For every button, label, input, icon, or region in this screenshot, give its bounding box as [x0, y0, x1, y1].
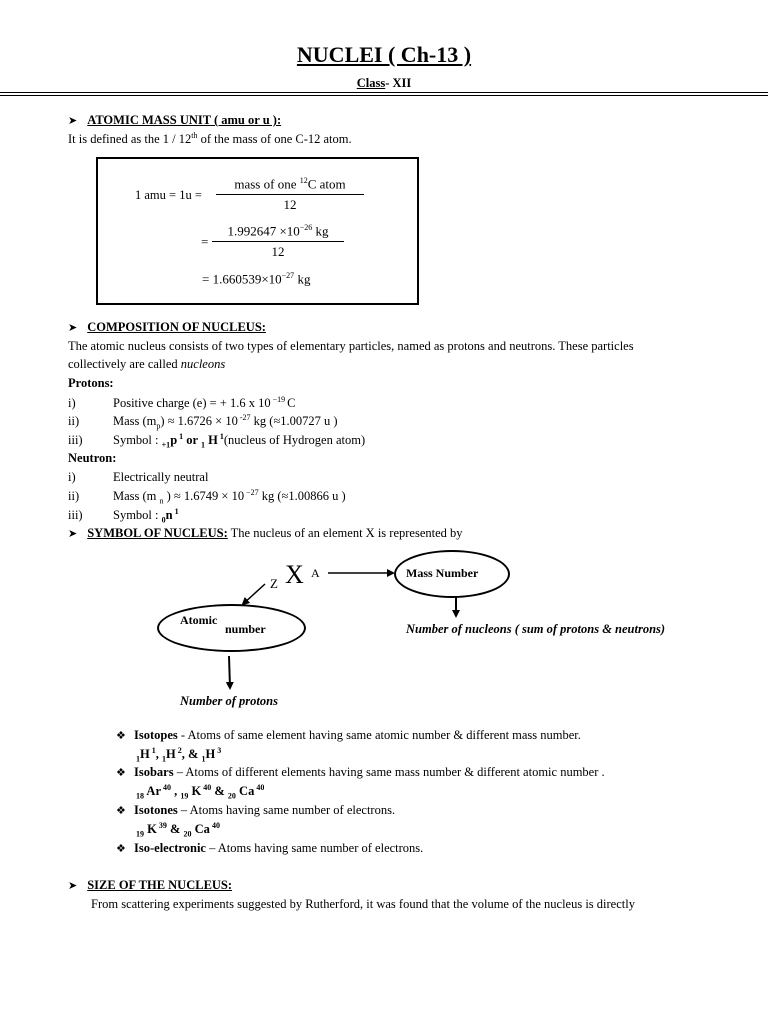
protons-label: Protons:: [68, 376, 114, 390]
arrow-bullet-icon: ➤: [68, 322, 78, 334]
arrow-bullet-icon: ➤: [68, 115, 78, 127]
iso-sup-2: 2: [175, 746, 182, 755]
arrow-bullet-icon: ➤: [68, 528, 78, 540]
p1-sup: −19: [270, 395, 288, 404]
p3-sup2: 1: [217, 432, 224, 441]
symbol-text: The nucleus of an element X is represented by: [227, 526, 463, 540]
iso-el-2: H: [165, 747, 176, 762]
isotopes-desc: - Atoms of same element having same atomic number & different mass number.: [177, 728, 581, 742]
isoelectronic-item: [116, 841, 423, 856]
p3-or: or: [183, 433, 201, 448]
diamond-bullet-icon: ❖: [116, 767, 126, 779]
n2-text-end: kg (≈1.00866 u ): [258, 489, 346, 504]
isobars-example: [136, 783, 264, 801]
n3-n: n: [165, 508, 173, 523]
iso-el-1: H: [140, 747, 150, 762]
formula-lhs-text: 1 amu = 1u =: [135, 188, 202, 202]
p3-text-end: (nucleus of Hydrogen atom): [223, 433, 366, 448]
n2-text: Mass (m: [113, 489, 160, 504]
item-number: iii): [68, 508, 83, 523]
f1-num-text-end: C atom: [307, 176, 346, 192]
f3-text-end: kg: [294, 271, 311, 287]
isobar-sup-1: 40: [161, 783, 172, 792]
p3-sub1: +1: [161, 440, 171, 450]
arrow-to-atomic-number: [243, 584, 265, 604]
class-suffix: - XII: [385, 76, 412, 90]
isotopes-item: [116, 728, 581, 743]
p1-text: Positive charge (e) = + 1.6 x 10: [113, 396, 271, 411]
isobar-el-1: Ar: [144, 784, 162, 799]
isobars-term: Isobars: [134, 765, 174, 779]
isotones-term: Isotones: [134, 803, 178, 817]
isotopes-example: [136, 746, 221, 764]
page-title: NUCLEI ( Ch-13 ): [296, 42, 472, 67]
isotones-item: [116, 803, 395, 818]
item-number: i): [68, 470, 76, 484]
diamond-bullet-icon: ❖: [116, 805, 126, 817]
iso-sep-2: , &: [181, 747, 202, 762]
mass-number-label: Mass Number: [406, 566, 479, 580]
n2-text-mid: ) ≈ 1.6749 × 10: [163, 489, 245, 504]
isobar-sub-3: 20: [227, 791, 236, 801]
n3-sup: 1: [172, 507, 179, 516]
isotone-sub-2: 20: [183, 829, 192, 839]
class-prefix: Class: [356, 76, 386, 90]
f3-text: = 1.660539×10: [202, 271, 282, 287]
isotones-desc: – Atoms having same number of electrons.: [177, 803, 396, 817]
isobars-item: [116, 765, 605, 780]
arrow-to-protons: [229, 656, 230, 688]
size-text: From scattering experiments suggested by Rutherford, it was found that the volume of the nucleus is directly: [91, 897, 635, 911]
p3-sub2: 1: [200, 440, 205, 450]
isotone-sup-2: 40: [209, 821, 220, 830]
iso-sup-3: 3: [215, 746, 222, 755]
size-heading: SIZE OF THE NUCLEUS:: [87, 878, 233, 892]
formula-eq-2: =: [201, 234, 209, 249]
composition-text-1: The atomic nucleus consists of two types of elementary particles, named as protons and neutrons. These particles: [68, 339, 634, 353]
item-number: ii): [68, 414, 80, 429]
atomic-label: Atomic: [180, 613, 218, 627]
iso-sub-3: 1: [201, 754, 206, 764]
p2-sup: -27: [237, 413, 251, 422]
f1-num-text: mass of one: [234, 176, 300, 192]
iso-sub-1: 1: [136, 754, 140, 764]
n2-sub: n: [159, 496, 164, 506]
p2-text-mid: ) ≈ 1.6726 × 10: [160, 414, 238, 429]
n3-text: Symbol :: [113, 508, 162, 523]
p1-unit: C: [287, 396, 296, 411]
isobar-sup-3: 40: [254, 783, 265, 792]
n3-sub: 0: [161, 515, 166, 525]
nucleons-term: nucleons: [180, 357, 226, 371]
p2-sub: p: [156, 421, 161, 431]
number-label: number: [225, 622, 266, 636]
protons-caption: Number of protons: [180, 694, 278, 708]
iso-sub-2: 1: [161, 754, 166, 764]
symbol-x: X: [285, 560, 304, 589]
iso-sep-1: ,: [155, 747, 162, 762]
n2-sup: −27: [244, 488, 259, 497]
neutron-label: Neutron:: [68, 451, 117, 465]
item-number: iii): [68, 433, 83, 448]
symbol-z: Z: [270, 576, 278, 591]
isotone-el-2: Ca: [191, 822, 210, 837]
isobars-desc: – Atoms of different elements having same mass number & different atomic number .: [173, 765, 605, 779]
f2-num-text-end: kg: [312, 223, 329, 239]
symbol-a: A: [311, 566, 320, 580]
isobar-sub-2: 19: [180, 791, 189, 801]
composition-heading: COMPOSITION OF NUCLEUS:: [87, 320, 266, 334]
isobar-sep-1: ,: [171, 784, 181, 799]
amu-def-sup: th: [191, 131, 198, 140]
p2-text: Mass (m: [113, 414, 157, 429]
diamond-bullet-icon: ❖: [116, 730, 126, 742]
isoelectronic-desc: – Atoms having same number of electrons.: [205, 841, 424, 855]
fraction-2-denominator: 12: [271, 244, 285, 260]
f2-num-sup: −26: [299, 223, 313, 232]
diamond-bullet-icon: ❖: [116, 843, 126, 855]
p3-text: Symbol :: [113, 433, 162, 448]
composition-text-2a: collectively are called: [68, 357, 181, 371]
f3-sup: −27: [281, 271, 295, 280]
isobar-sep-2: &: [211, 784, 228, 799]
item-number: i): [68, 396, 76, 411]
isotopes-term: Isotopes: [134, 728, 178, 742]
isoelectronic-term: Iso-electronic: [134, 841, 206, 855]
isotone-el-1: K: [144, 822, 157, 837]
p2-text-end: kg (≈1.00727 u ): [250, 414, 338, 429]
amu-def-text-end: of the mass of one C-12 atom.: [197, 132, 352, 147]
item-number: ii): [68, 489, 80, 504]
isotones-example: [136, 821, 220, 839]
f2-num-text: 1.992647 ×10: [227, 223, 300, 239]
isotone-sup-1: 39: [156, 821, 167, 830]
p3-sup1: 1: [177, 432, 184, 441]
isotone-sep-1: &: [166, 822, 184, 837]
p3-p: p: [170, 433, 178, 448]
f1-num-sup: 12: [299, 176, 308, 185]
isobar-sup-2: 40: [201, 783, 212, 792]
isobar-el-2: K: [188, 784, 202, 799]
isotone-sub-1: 19: [136, 829, 144, 839]
fraction-1-denominator: 12: [283, 197, 297, 213]
amu-def-text: It is defined as the 1 / 12: [68, 132, 192, 147]
iso-el-3: H: [205, 747, 216, 762]
iso-sup-1: 1: [149, 746, 156, 755]
isobar-sub-1: 18: [136, 791, 144, 801]
amu-heading: ATOMIC MASS UNIT ( amu or u ):: [87, 113, 282, 127]
p3-h: H: [204, 433, 218, 448]
nucleons-caption: Number of nucleons ( sum of protons & neutrons): [406, 622, 666, 636]
symbol-heading: SYMBOL OF NUCLEUS:: [87, 526, 228, 540]
arrow-bullet-icon: ➤: [68, 880, 78, 892]
size-heading-row: [68, 878, 232, 893]
isobar-el-3: Ca: [235, 784, 255, 799]
n1-text: Electrically neutral: [113, 470, 209, 484]
